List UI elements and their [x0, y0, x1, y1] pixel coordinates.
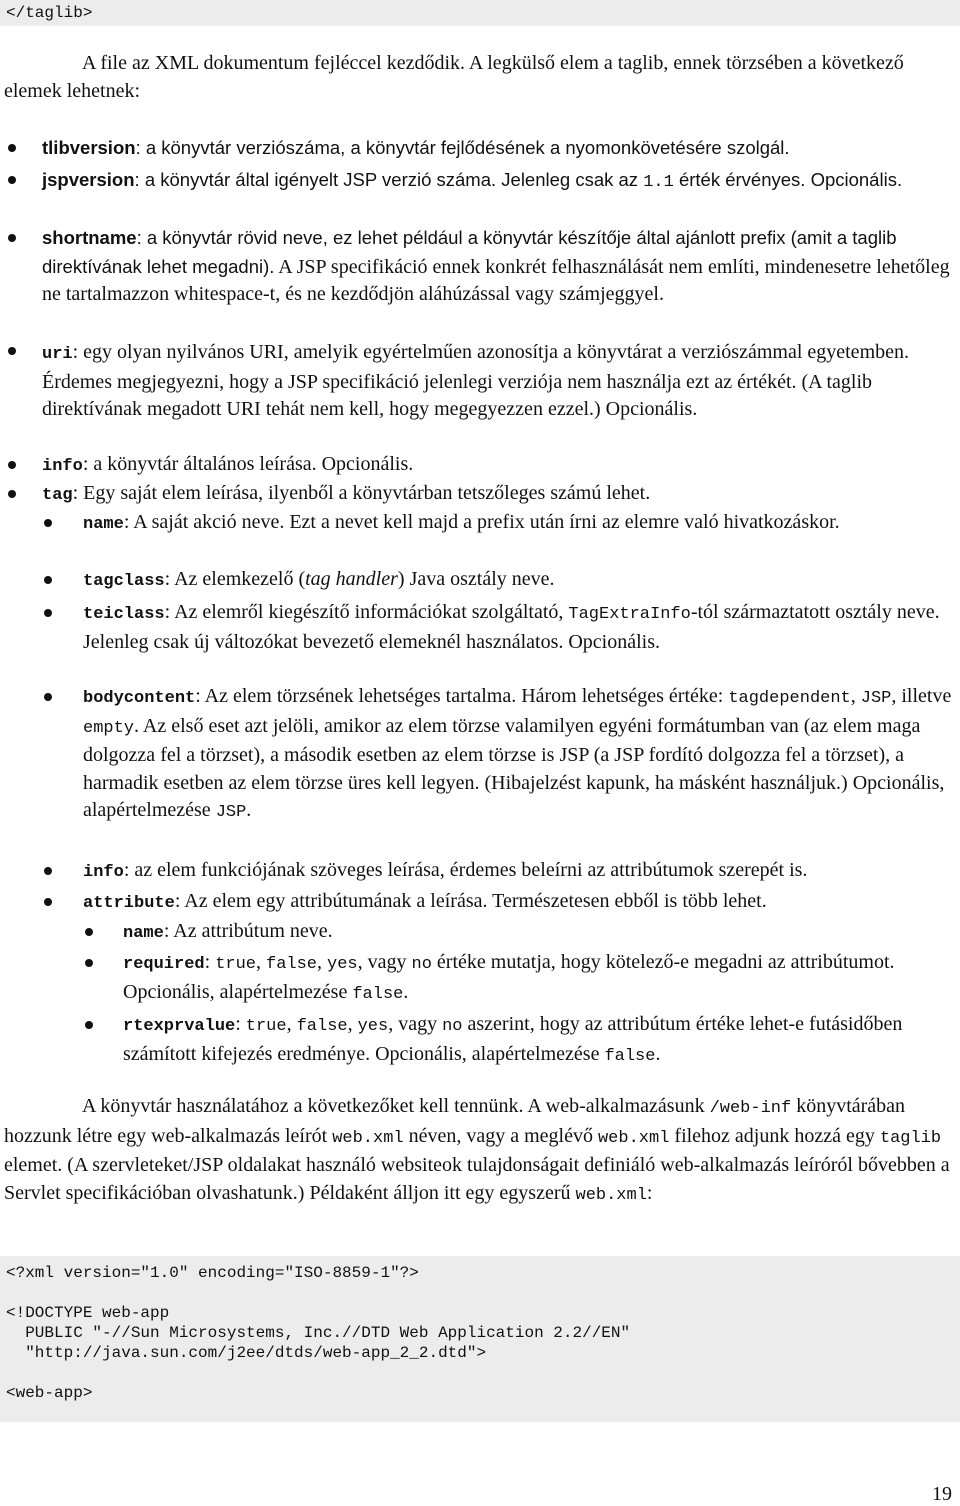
- term: teiclass: [83, 605, 165, 624]
- description: : Az elem törzsének lehetséges tartalma. Három lehetséges értéke:: [195, 685, 729, 707]
- code-value: /web-inf: [709, 1099, 792, 1118]
- separator: , illetve: [891, 685, 952, 707]
- page-number: 19: [932, 1483, 952, 1505]
- code-line: <?xml version="1.0" encoding="ISO-8859-1"?>: [6, 1264, 419, 1282]
- list-item-required: [123, 949, 938, 1008]
- term: info: [83, 863, 124, 882]
- list-item-jspversion: [42, 166, 922, 197]
- description: .: [655, 1042, 661, 1065]
- bullet-icon: [8, 234, 16, 242]
- separator: ,: [317, 951, 328, 973]
- list-item-name: [83, 509, 883, 539]
- term: name: [123, 924, 164, 943]
- list-item-tlibversion: [42, 134, 956, 162]
- separator: ,: [256, 951, 266, 973]
- description: .: [403, 980, 409, 1003]
- description: : Egy saját elem leírása, ilyenből a könyvtárban tetszőleges számú lehet.: [72, 482, 651, 504]
- code-value: true: [245, 1017, 287, 1036]
- term: required: [123, 955, 205, 974]
- bullet-icon: [85, 928, 93, 936]
- term: jspversion: [42, 169, 135, 190]
- bullet-icon: [44, 693, 52, 701]
- code-value: web.xml: [575, 1185, 647, 1205]
- code-line: PUBLIC "-//Sun Microsystems, Inc.//DTD Web Application 2.2//EN": [6, 1324, 631, 1342]
- bullet-icon: [85, 959, 93, 967]
- description: érték érvényes. Opcionális.: [673, 169, 903, 190]
- code-value: true: [215, 955, 256, 974]
- code-value: TagExtraInfo: [568, 605, 691, 624]
- description: : Az attribútum neve.: [163, 920, 333, 942]
- code-value: taglib: [879, 1128, 942, 1148]
- text: könyvtárában hozzunk létre egy web-alkalmazás leírót: [4, 1095, 906, 1147]
- description: értéke mutatja, hogy kötelező-e megadni az attribútumot. Opcionális, alapértelmezése: [123, 951, 895, 1003]
- list-item-shortname: [42, 224, 952, 309]
- description: : A saját akció neve. Ezt a nevet kell majd a prefix után írni az elemre való hivatkozáskor.: [123, 511, 840, 533]
- term: info: [42, 457, 83, 476]
- code-value: web.xml: [332, 1128, 404, 1148]
- list-item-tag: [42, 480, 932, 510]
- bullet-icon: [44, 609, 52, 617]
- list-item-bodycontent: [83, 683, 956, 827]
- code-value: JSP: [860, 689, 892, 708]
- list-item-attribute: [83, 888, 956, 918]
- bullet-icon: [44, 519, 52, 527]
- term: bodycontent: [83, 689, 196, 708]
- description: : a könyvtár verziószáma, a könyvtár fejlődésének a nyomonkövetésére szolgál.: [135, 137, 790, 158]
- code-block: [0, 1256, 960, 1422]
- code-value: false: [352, 984, 404, 1004]
- code-value: JSP: [215, 803, 247, 822]
- term: shortname: [42, 227, 137, 248]
- italic-term: tag handler: [305, 568, 398, 590]
- text: néven, vagy a meglévő: [403, 1124, 598, 1147]
- text: A könyvtár használatához a következőket kell tennünk. A web-alkalmazásunk: [82, 1095, 710, 1117]
- separator: ,: [286, 1013, 297, 1035]
- description: : Az elem egy attribútumának a leírása. Természetesen ebből is több lehet.: [174, 890, 767, 912]
- text: filehoz adjunk hozzá egy: [669, 1124, 880, 1147]
- description: aszerint, hogy az attribútum értéke lehet-e futásidőben számított kifejezés eredménye. Opcionális, alapértelmezése: [123, 1013, 903, 1065]
- code-value: no: [411, 955, 432, 974]
- term: name: [83, 515, 124, 534]
- code-line: <web-app>: [6, 1384, 93, 1402]
- code-value: web.xml: [597, 1128, 670, 1148]
- bullet-icon: [44, 576, 52, 584]
- description: : az elem funkciójának szöveges leírása, érdemes beleírni az attribútumok szerepét is.: [123, 859, 808, 881]
- term: tagclass: [83, 572, 165, 591]
- description: : a könyvtár által igényelt JSP verzió száma. Jelenleg csak az: [134, 169, 644, 190]
- bullet-icon: [8, 347, 16, 355]
- list-item-info: [42, 451, 932, 481]
- code-value: empty: [83, 718, 135, 738]
- separator: :: [204, 951, 216, 973]
- code-value: 1.1: [643, 173, 674, 192]
- code-line: <!DOCTYPE web-app: [6, 1304, 170, 1322]
- text: elemet. (A szervleteket/JSP oldalakat használó websiteok tulajdonságait definiáló web-alkalmazás leíróról bővebben a Servlet specifikációban olvashatunk.) Példaként álljon itt egy egyszerű: [4, 1154, 950, 1204]
- bullet-icon: [44, 898, 52, 906]
- description: -tól származtatott osztály neve. Jelenleg csak új változókat bevezető elemeknél használatos. Opcionális.: [83, 601, 940, 653]
- bullet-icon: [8, 461, 16, 469]
- description: : a könyvtár általános leírása. Opcionális.: [82, 453, 414, 475]
- description: ) Java osztály neve.: [397, 568, 555, 590]
- intro-paragraph: [4, 50, 956, 105]
- term: tag: [42, 486, 73, 505]
- code-block-top: [0, 0, 960, 26]
- separator: ,: [850, 685, 861, 707]
- text: :: [646, 1181, 653, 1204]
- code-value: no: [442, 1017, 463, 1036]
- list-item-info-child: [83, 857, 956, 887]
- list-item-uri: [42, 339, 932, 424]
- separator: ,: [347, 1013, 358, 1035]
- bullet-icon: [8, 176, 16, 184]
- description: : egy olyan nyilvános URI, amelyik egyértelműen azonosítja a könyvtárat a verziószámmal egyetemben. Érdemes megjegyezni, hogy a JSP specifikáció jelenlegi verziója nem használja ezt az értékét. (A taglib direktívának megadott URI tehát nem kell, hogy megegyezzen ezzel.) Opcionális.: [42, 341, 909, 420]
- term: uri: [42, 345, 73, 364]
- bullet-icon: [85, 1021, 93, 1029]
- description: : Az elemkezelő (: [164, 568, 306, 590]
- description: .: [246, 799, 252, 821]
- term: tlibversion: [42, 137, 136, 158]
- usage-paragraph: [4, 1093, 956, 1209]
- separator: :: [235, 1013, 246, 1035]
- code-value: yes: [357, 1017, 389, 1036]
- term: attribute: [83, 894, 175, 913]
- separator: , vagy: [388, 1013, 443, 1035]
- code-line: "http://java.sun.com/j2ee/dtds/web-app_2_2.dtd">: [6, 1344, 487, 1362]
- intro-text: A file az XML dokumentum fejléccel kezdődik. A legkülső elem a taglib, ennek törzsében a következő elemek lehetnek:: [4, 52, 904, 102]
- description: . Az első eset azt jelöli, amikor az elem törzse valamilyen egyéni formátumban van (az elem maga dolgozza fel a törzset), a második esetben az elem törzse is JSP (a JSP fordító dolgozza fel a törzset), a harmadik esetben az elem törzse üres kell legyen. (Hibajelzést kapunk, ha másként használjuk.) Opcionális, alapértelmezése: [83, 714, 945, 821]
- list-item-tagclass: [83, 566, 943, 596]
- description: A JSP specifikáció ennek konkrét felhasználását nem említi, mindenesetre lehetőleg ne tartalmazzon whitespace-t, és ne kezdődjön aláhúzással vagy számjeggyel.: [42, 255, 950, 305]
- code-value: yes: [327, 955, 358, 974]
- code-value: tagdependent: [728, 689, 851, 708]
- description: : a könyvtár rövid neve, ez lehet például a könyvtár készítője által ajánlott prefix (amit a taglib direktívának lehet megadni).: [42, 227, 897, 277]
- bullet-icon: [44, 867, 52, 875]
- term: rtexprvalue: [123, 1017, 236, 1036]
- list-item-teiclass: [83, 599, 943, 656]
- code-value: false: [604, 1046, 656, 1066]
- list-item-rtexprvalue: [123, 1011, 953, 1070]
- code-value: false: [296, 1017, 348, 1036]
- list-item-attr-name: [123, 918, 923, 948]
- description: : Az elemről kiegészítő információkat szolgáltató,: [164, 601, 569, 623]
- bullet-icon: [8, 144, 16, 152]
- separator: , vagy: [357, 951, 412, 973]
- bullet-icon: [8, 490, 16, 498]
- code-line: </taglib>: [6, 4, 93, 22]
- code-value: false: [266, 955, 318, 974]
